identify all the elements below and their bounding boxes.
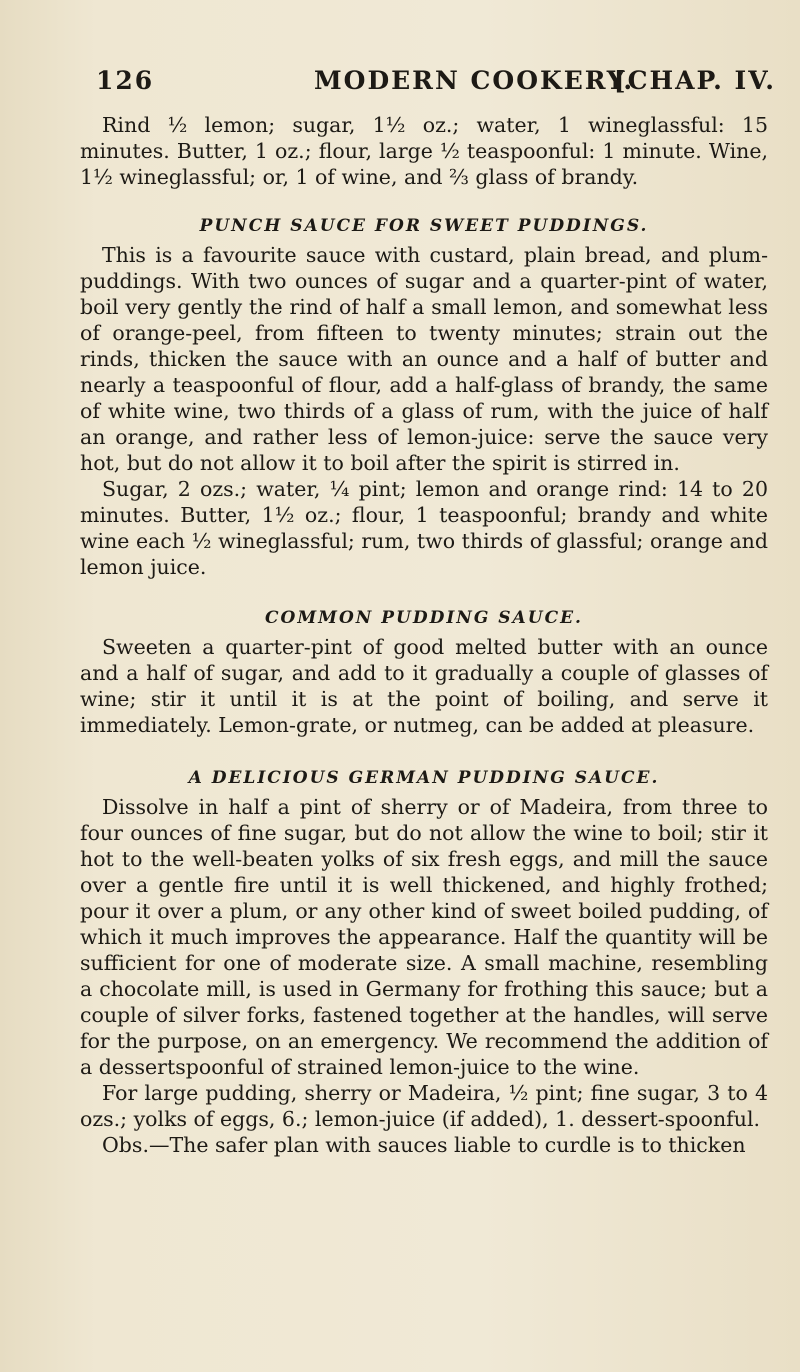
punch-sauce-paragraph: This is a favourite sauce with custard, plain bread, and plum-puddings. With two ounces of sugar and a quarter-pint of water, boil very gently the rind of half a small lemon, and somewhat less of orange-peel, from fifteen to twenty minutes; strain out the rinds, thicken the sauce with an ounce and a half of butter and nearly a teaspoonful of flour, add a half-glass of brandy, the same of white wine, two thirds of a glass of rum, with the juice of half an orange, and rather less of lemon-juice: serve the sauce very hot, but do not allow it to boil after the spirit is stirred in. (80, 243, 768, 475)
german-sauce-paragraph: Dissolve in half a pint of sherry or of Madeira, from three to four ounces of fine sugar, but do not allow the wine to boil; stir it hot to the well-beaten yolks of six fresh eggs, and mill the sauce over a gentle fire until it is well thickened, and highly frothed; pour it over a plum, or any other kind of sweet boiled pudding, of which it much improves the appearance. Half the quantity will be sufficient for one of moderate size. A small machine, resembling a chocolate mill, is used in Germany for frothing this sauce; but a couple of silver forks, fastened together at the handles, will serve for the purpose, on an emergency. We recommend the addition of a dessertspoonful of strained lemon-juice to the wine. (80, 795, 768, 1079)
summary-paragraph: Rind ½ lemon; sugar, 1½ oz.; water, 1 wineglassful: 15 minutes. Butter, 1 oz.; flour, large ½ teaspoonful: 1 minute. Wine, 1½ wineglassful; or, 1 of wine, and ⅔ glass of brandy. (80, 113, 768, 189)
heading-punch-sauce: PUNCH SAUCE FOR SWEET PUDDINGS. (199, 216, 649, 236)
page-number: 126 (96, 66, 155, 95)
running-header (96, 66, 776, 106)
running-title: MODERN COOKERY. (314, 66, 635, 95)
heading-common-pudding-sauce: COMMON PUDDING SAUCE. (265, 608, 583, 628)
heading-german-pudding-sauce: A DELICIOUS GERMAN PUDDING SAUCE. (188, 768, 660, 788)
common-sauce-paragraph: Sweeten a quarter-pint of good melted butter with an ounce and a half of sugar, and add to it gradually a couple of glasses of wine; stir it until it is at the point of boiling, and serve it immediately. Lemon-grate, or nutmeg, can be added at pleasure. (80, 635, 768, 737)
german-sauce-summary: For large pudding, sherry or Madeira, ½ pint; fine sugar, 3 to 4 ozs.; yolks of eggs, 6.; lemon-juice (if added), 1. dessert-spoonful. (80, 1081, 768, 1131)
page-body (80, 112, 768, 1158)
punch-sauce-summary: Sugar, 2 ozs.; water, ¼ pint; lemon and orange rind: 14 to 20 minutes. Butter, 1½ oz.; flour, 1 teaspoonful; brandy and white wine each ½ wineglassful; rum, two thirds of glassful; orange and lemon juice. (80, 477, 768, 579)
observation-paragraph: Obs.—The safer plan with sauces liable to curdle is to thicken (102, 1133, 746, 1157)
chapter-label: [CHAP. IV. (613, 66, 776, 95)
